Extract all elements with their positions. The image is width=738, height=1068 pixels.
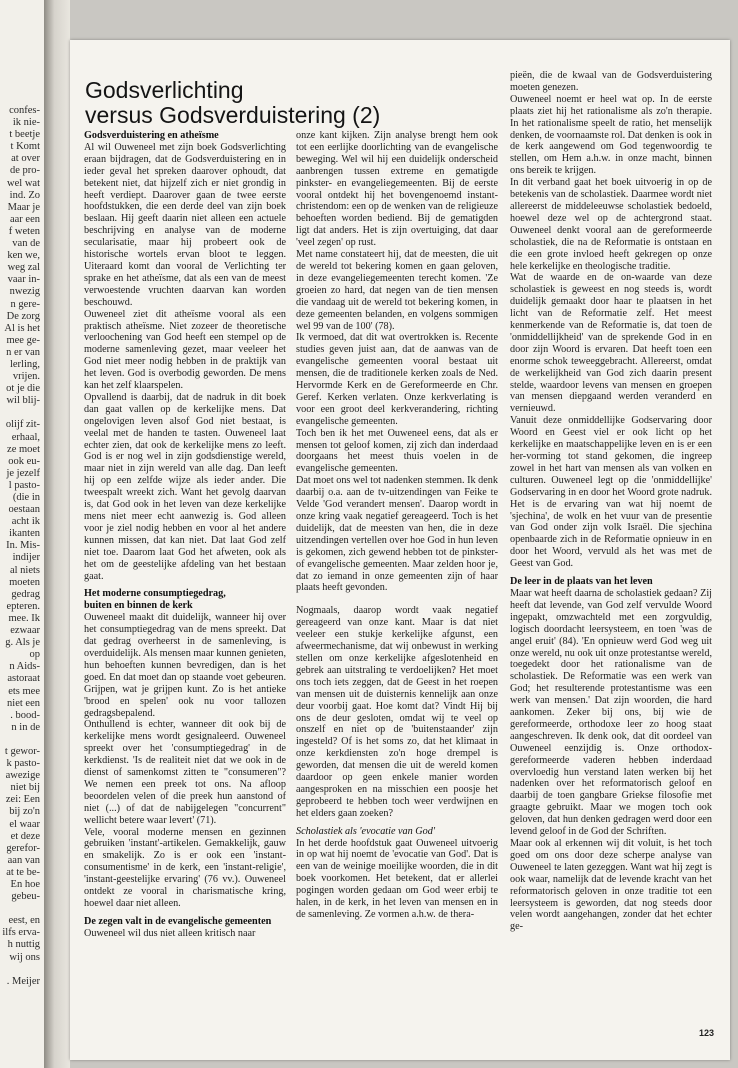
- previous-page-line: ze moet: [7, 443, 40, 455]
- paragraph: Nogmaals, daarop wordt vaak negatief gereageerd van onze kant. Maar is dat niet veeleer een stukje kerkelijke afgunst, een afweermechanisme, dat wij onbewust in werking stellen om onze kerkelijke afgeslotenheid en gebrek aan uitstraling te verdoelijken? Het moet ons toch iets zeggen, dat de Geest in het roepen van mensen uit de duisternis kennelijk aan onze deur voorbij gaat. Hoe komt dat? Vindt Hij bij ons de deur gesloten, omdat wij te veel op onszelf en niet op de 'buitenstaander' zijn ingesteld? Of is het soms zo, dat het klimaat in onze kerkdiensten zo'n hoge drempel is geworden, dat mensen die uit de wereld komen daardoor op geen enkele manier worden aangesproken en na misschien een poosje het geprobeerd te hebben toch weer verdwijnen en het elders gaan zoeken?: [296, 605, 498, 819]
- previous-page-line: . Meijer: [6, 975, 40, 987]
- previous-page-line: Maar je: [7, 201, 40, 213]
- previous-page-line: wil blij-: [6, 395, 40, 407]
- paragraph: Dat moet ons wel tot nadenken stemmen. Ik denk daarbij o.a. aan de tv-uitzendingen van Feike te Velde 'God verandert mensen'. Daarop wordt in onze kring vaak negatief gereageerd. Toch is het duidelijk, dat de meesten van hen, die in deze uitzendingen vertellen over hoe God in hun leven is gekomen, zich gewend hebben tot de pinkster- of evangelische gemeenten. Maar zelden hoor je, dat zo iemand in onze gemeenten zijn of haar plaats heeft gevonden.: [296, 475, 498, 594]
- previous-page-line: moeten: [9, 576, 40, 588]
- paragraph: Toch ben ik het met Ouweneel eens, dat als er mensen tot geloof komen, zij zich dan inderdaad doorgaans het meest thuis voelen in de evangelische gemeenten.: [296, 427, 498, 475]
- previous-page: [0, 0, 45, 1068]
- paragraph: Ik vermoed, dat dit wat overtrokken is. Recente studies geven juist aan, dat de aanwas van de evangelische gemeenten vooral bestaat uit mensen, die de traditionele kerken zoals de Ned. Hervormde Kerk en de Gereformeerde en Chr. Geref. Kerken verlaten. Onze kerkverlating is voor een groot deel kerkverandering, richting evangelische gemeenten.: [296, 332, 498, 427]
- book-gutter: [44, 0, 70, 1068]
- previous-page-line: et deze: [10, 830, 40, 842]
- previous-page-line: bij zo'n: [9, 806, 40, 818]
- previous-page-line: at over: [11, 153, 40, 165]
- previous-page-line: oestaan: [8, 504, 40, 516]
- previous-page-line: van de: [12, 238, 40, 250]
- paragraph-gap: [296, 594, 498, 605]
- section-heading-consumptiegedrag: [84, 588, 286, 612]
- previous-page-line: t beetje: [9, 129, 40, 141]
- section-heading-zegen: De zegen valt in de evangelische gemeenten: [84, 915, 272, 927]
- previous-page-line: mee ge-: [6, 334, 40, 346]
- title-line-1: Godsverlichting: [85, 77, 244, 103]
- previous-page-line: t Komt: [10, 141, 40, 153]
- previous-page-line: gebeu-: [11, 891, 40, 903]
- previous-page-line: n in de: [11, 721, 40, 733]
- previous-page-line: ets mee: [8, 685, 40, 697]
- page-number: 123: [698, 1028, 714, 1038]
- paragraph: Met name constateert hij, dat de meesten, die uit de wereld tot bekering komen en gaan geloven, in deze evangeliegemeenten terecht komen. 'Ze groeien zo hard, dat negen van de tien mensen die vandaag uit de wereld tot bekering komen, in deze gemeenten belanden, en volgens sommigen wel 99 van de 100' (78).: [296, 249, 498, 332]
- previous-page-line: erhaal,: [11, 431, 40, 443]
- previous-page-line: eest, en: [8, 915, 40, 927]
- previous-page-line: ot je die: [6, 383, 40, 395]
- previous-page-line: ikanten: [9, 528, 40, 540]
- paragraph: Vele, vooral moderne mensen en gezinnen gebruiken 'instant'-artikelen. Gemakkelijk, gauw en smakelijk. Zo is er ook een 'instant-consumentisme' in de kerk, een 'instant-religie', 'instant-geestelijke ervaring' (76 vv.). Ouweneel ontdekt ze vooral in charismatische kring, hoewel daar niet alleen.: [84, 826, 286, 909]
- previous-page-line: ilfs erva-: [2, 927, 40, 939]
- previous-page-line: In. Mis-: [6, 540, 40, 552]
- previous-page-line: de pro-: [9, 165, 40, 177]
- previous-page-line: al niets: [9, 564, 40, 576]
- previous-page-line: ken we,: [7, 250, 40, 262]
- previous-page-line: vrijen.: [12, 371, 40, 383]
- previous-page-line: vaar in-: [7, 274, 40, 286]
- previous-page-line: olijf zit-: [5, 419, 40, 431]
- previous-page-line: h nuttig: [7, 939, 40, 951]
- previous-page-line: ind. Zo: [9, 189, 40, 201]
- title-line-2: versus Godsverduistering (2): [85, 102, 381, 128]
- previous-page-line: wij ons: [9, 951, 40, 963]
- paragraph: onze kant kijken. Zijn analyse brengt hem ook tot een eerlijke doorlichting van de evangelische beweging. Wel wil hij een duidelijk onderscheid aanbrengen tussen extreme en gematigde pinkster- en evangeliegemeenten. Bij de eerste vooral ontdekt hij het bovengenoemd instant-christendom: een op de wenken van de religieuze behoeften worden bediend. Bij de gematigden ligt dat anders. Het is zijn overtuiging, dat daar 'veel zegen' op rust.: [296, 130, 498, 249]
- previous-page-line: n er van: [6, 346, 40, 358]
- heading-line: Het moderne consumptiegedrag,: [84, 588, 226, 600]
- previous-page-line: . bood-: [10, 709, 40, 721]
- article-page: [70, 40, 730, 1060]
- previous-page-text: [0, 105, 40, 1025]
- previous-page-line: mee. Ik: [8, 612, 40, 624]
- paragraph: In het derde hoofdstuk gaat Ouweneel uitvoerig in op wat hij noemt de 'evocatie van God'. Dat is een van de weinige moeilijke woorden, die in dit boek voorkomen. Het betekent, dat er allerlei pogingen worden gedaan om God weer erbij te halen, in de kerk, in het leven van mensen en in de samenleving. Ze vormen a.h.w. de thera-: [296, 837, 498, 920]
- paragraph: Ouweneel maakt dit duidelijk, wanneer hij over het consumptiegedrag van de mens spreekt. Dat dat gedrag overheerst in de samenleving, is overduidelijk. Als mensen maar kunnen genieten, hun behoeften kunnen bevredigen, dan is het goed. En dat moet dan op staande voet gebeuren. Grijpen, wat je grijpen kunt. Zo is het antieke 'brood en spelen' ook nu voor tallozen gedragsbepalend.: [84, 612, 286, 719]
- previous-page-line: aan van: [7, 854, 40, 866]
- previous-page-line: lerling,: [9, 358, 40, 370]
- previous-page-line: indijer: [12, 552, 40, 564]
- previous-page-line: je jezelf: [6, 467, 40, 479]
- paragraph: Ouweneel wil dus niet alleen kritisch naar: [84, 927, 256, 939]
- previous-page-line: weg zal: [7, 262, 40, 274]
- article-title: [85, 78, 465, 128]
- paragraph: pieën, die de kwaal van de Godsverduistering moeten genezen.: [510, 70, 712, 93]
- paragraph: Wat de waarde en de on-waarde van deze scholastiek is geweest en nog steeds is, wordt duidelijk gemaakt door haar te plaatsen in het licht van de Reformatie zelf. Het meest kenmerkende van de Reformatie is, dat toen de 'onmiddellijkheid' van de sprekende God in en door zijn Woord is ervaren. Dat heeft toen een enorme schok teweeggebracht. Allereerst, omdat de werkelijkheid van God zich daarin present stelde, waardoor levens van mensen en groepen van mensen diepgaand werden veranderd en vernieuwd.: [510, 272, 712, 415]
- previous-page-line: De zorg: [6, 310, 40, 322]
- heading-line: buiten en binnen de kerk: [84, 600, 193, 612]
- previous-page-line: ik nie-: [12, 117, 40, 129]
- previous-page-line: nwezig: [9, 286, 40, 298]
- previous-page-line: astoraat: [7, 673, 40, 685]
- column-2: [296, 130, 498, 921]
- previous-page-line: (die in: [12, 492, 40, 503]
- previous-page-line: n Aids-: [9, 661, 40, 673]
- previous-page-line: epteren.: [6, 600, 40, 612]
- previous-page-line: Al is het: [4, 322, 40, 334]
- previous-page-line: [0, 407, 40, 419]
- previous-page-line: En hoe: [10, 879, 40, 890]
- previous-page-line: f weten: [8, 225, 40, 237]
- previous-page-line: gerefor-: [6, 842, 40, 854]
- paragraph: Maar wat heeft daarna de scholastiek gedaan? Zij heeft dat levende, van God zelf vervulde Woord ingepakt, omzwachteld met een zorgvuldig, logisch doordacht leersysteem, en toen 'was de angel eruit' (84). 'En opnieuw werd God weg uit onze wereld, nu ook uit onze protestantse wereld, toegedekt door het rationalisme van de scholastiek. De Reformatie was een werk van God; het resulterende protestantisme was een werk van mensen.' Dat zijn woorden, die hard aankomen. Zeker bij ons, bij wie de gereformeerde, orthodoxe leer zo hoog staat aangeschreven. Ik denk ook, dat dit oordeel van Ouweneel eenzijdig is. Onze orthodox-gereformeerde vaderen hebben inderdaad overvloedig hun verstand laten werken bij het nadenken over het reformatorisch geloof en daarbij de toen gangbare Griekse filosofie met graagte gebruikt. Maar we mogen toch ook geloven, dat hun denken gedragen werd door een levend geloof in de God der Schriften.: [510, 587, 712, 838]
- previous-page-line: [0, 903, 40, 915]
- previous-page-line: el waar: [9, 818, 40, 830]
- previous-page-line: n gere-: [10, 298, 40, 310]
- previous-page-line: k pasto-: [6, 758, 40, 770]
- section-heading-atheisme: Godsverduistering en atheïsme: [84, 130, 219, 141]
- column-1: [84, 130, 286, 940]
- paragraph: Onthullend is echter, wanneer dit ook bij de kerkelijke mens wordt gesignaleerd. Ouweneel spreekt over het 'consumptiegedrag' in de kerkdienst. 'Is de realiteit niet dat we ook in de dienst of samenkomst zitten te "consumeren"? We nemen een preek tot ons. Na afloop beoordelen velen of die preek hun aanstond of niet (...) of dat de nabijgelegen "concurrent" wellicht betere waar levert' (71).: [84, 719, 286, 826]
- previous-page-line: zei: Een: [5, 794, 40, 806]
- previous-page-line: wel wat: [7, 177, 40, 189]
- previous-page-line: niet een: [7, 697, 40, 709]
- paragraph: Ouweneel ziet dit atheïsme vooral als een praktisch atheïsme. Niet zozeer de theoretische verloochening van God heeft een stempel op de moderne samenleving gezet, maar veeleer het God niet meer nodig hebben in de praktijk van het leven. God is overbodig geworden. De mens kan het zelf klaarspelen.: [84, 308, 286, 392]
- previous-page-line: gedrag: [11, 588, 40, 600]
- previous-page-line: at te be-: [6, 866, 40, 878]
- paragraph: Al wil Ouweneel met zijn boek Godsverlichting eraan bijdragen, dat de Godsverduistering en in ieder geval het spreken daarover ophoudt, dat betekent niet, dat hijzelf zich er niet grondig in heeft verdiept. Daarover gaan de twee eerste hoofdstukken, die een derde deel van zijn boek beslaan. Hij geeft daarin niet alleen een actuele beschrijving en analyse van de moderne secularisatie, maar hij probeert ook de historische wortels ervan bloot te leggen. Uiteraard komt dan vooral de Verlichting ter sprake en het atheïsme, dat als een van de meest verwoestende vruchten daarvan kan worden beschouwd.: [84, 141, 286, 308]
- paragraph: In dit verband gaat het boek uitvoerig in op de betekenis van de scholastiek. Daarmee wordt niet allereerst de middeleeuwse scholastiek bedoeld, hoewel deze wel op de achtergrond staat. Ouweneel denkt vooral aan de gereformeerde scholastiek, die na de Reformatie is ontstaan en die een grote invloed heeft gekregen op onze hele kerkelijke en theologische traditie.: [510, 177, 712, 272]
- paragraph: Ouweneel noemt er heel wat op. In de eerste plaats ziet hij het rationalisme als zo'n therapie. In het rationalisme speelt de ratio, het menselijk denken, de voornaamste rol. Dat denken is ook in de kerk aangewend om God tegenwoordig te stellen, om Hem a.h.w. in onze macht, binnen ons bereik te krijgen.: [510, 93, 712, 177]
- paragraph: Vanuit deze onmiddellijke Godservaring door Woord en Geest viel er ook licht op het kerkelijke en maatschappelijke leven en is er een her-vorming tot stand gekomen, die ingreep zowel in het hart van mensen als van volken en culturen. Ouweneel legt op die 'onmiddellijke' Godservaring in en door het Woord grote nadruk. Het is de ervaring van wat hij noemt de 'sjechina', de wolk en het vuur van de presentie van God onder zijn volk Israël. Die sjechina openbaarde zich in de Reformatie opnieuw in en door het Woord, vervuld als het was met de Geest van God.: [510, 415, 712, 570]
- section-heading-leer: De leer in de plaats van het leven: [510, 576, 653, 588]
- previous-page-line: [0, 734, 40, 746]
- previous-page-line: ezwaar: [10, 625, 40, 637]
- paragraph: Maar ook al erkennen wij dit voluit, is het toch goed om ons door deze scherpe analyse van Ouweneel te laten gezeggen. Want wat hij zegt is ook waar, namelijk dat de levende kracht van het reformatorisch geloven in onze traditie tot een leersysteem is geworden, dat nog steeds door velen wordt aangehangen, zonder dat het echter ge-: [510, 838, 712, 933]
- previous-page-line: [0, 964, 40, 976]
- previous-page-line: acht ik: [11, 516, 40, 528]
- previous-page-line: awezige: [5, 770, 40, 782]
- section-heading-scholastiek: Scholastiek als 'evocatie van God': [296, 825, 436, 837]
- previous-page-line: g. Als je: [5, 637, 40, 649]
- paragraph: Opvallend is daarbij, dat de nadruk in dit boek dan gaat vallen op de kerkelijke mens. Dat ongelovigen leven alsof God niet bestaat, is veelal met de handen te tasten. Ouweneel laat echter zien, dat ook de kerkelijke mens zo leeft. God is er nog wel in zijn godsdienstige wereld, maar niet in zijn wereld van alle dag. Dan leeft hij op een zelfde wijze als ieder ander. Die tweespalt wreekt zich. Want het gevolg daarvan is, dat God ook in het leven van deze kerkelijke mens niet meer echt aanwezig is. God alleen voor je ziel nodig hebben en voor al het andere kunnen missen, dat kan niet. Dat laat God zelf niet toe. Daarom laat God het afweten, ook als het om de geestelijke afdeling van het bestaan gaat.: [84, 391, 286, 582]
- previous-page-line: confes-: [9, 105, 40, 116]
- previous-page-line: t gewor-: [4, 745, 40, 757]
- previous-page-line: niet bij: [10, 782, 40, 794]
- column-3: [510, 70, 712, 933]
- previous-page-line: ook eu-: [8, 455, 40, 467]
- previous-page-line: op: [29, 649, 40, 661]
- previous-page-line: aar een: [9, 213, 40, 225]
- previous-page-line: l pasto-: [8, 479, 40, 491]
